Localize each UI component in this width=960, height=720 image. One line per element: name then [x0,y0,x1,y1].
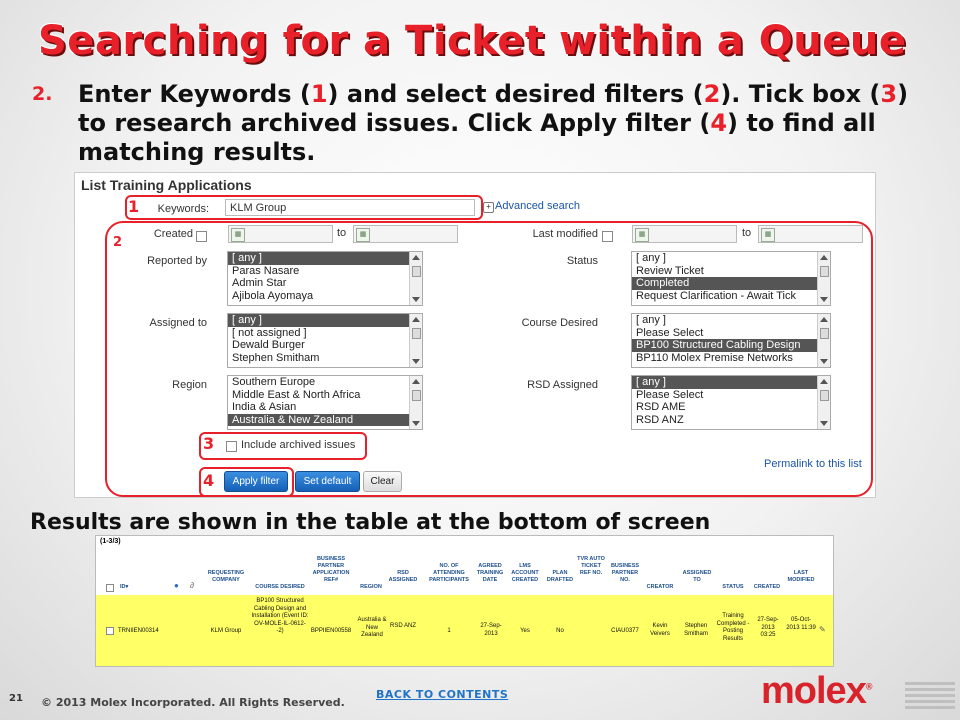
list-option[interactable]: Admin Star [232,277,287,289]
scroll-down-icon[interactable] [412,359,420,364]
select-all-checkbox[interactable] [106,584,114,592]
comment-icon: ● [174,581,179,590]
molex-logo [761,670,872,713]
scroll-thumb[interactable] [820,328,829,339]
list-option[interactable]: Please Select [636,326,704,339]
reported-by-list[interactable] [227,251,423,306]
instruction-marker: 4 [710,109,728,137]
list-option[interactable]: Ajibola Ayomaya [232,289,314,302]
attachment-icon: ∂ [190,581,194,590]
apply-filter-button[interactable]: Apply filter [224,471,288,492]
assigned-to-label: Assigned to [149,317,207,329]
list-option[interactable]: Southern Europe [232,376,316,388]
cell-creator: Kevin Veivers [650,623,670,637]
back-to-contents-link[interactable]: BACK TO CONTENTS [376,688,509,701]
scroll-down-icon[interactable] [820,297,828,302]
col-header[interactable]: ASSIGNED TO [682,570,712,583]
cell-region: Australia & New Zealand [357,617,387,638]
scroll-up-icon[interactable] [820,379,828,384]
clear-button[interactable]: Clear [363,471,402,492]
scroll-down-icon[interactable] [820,359,828,364]
include-archived-checkbox[interactable] [226,441,237,452]
col-header[interactable]: LMS ACCOUNT CREATED [511,563,539,583]
scrollbar[interactable] [409,314,422,367]
scroll-down-icon[interactable] [820,421,828,426]
instruction-part: Enter Keywords ( [78,80,311,108]
copyright-text: © 2013 Molex Incorporated. All Rights Reserved. [41,696,345,709]
col-header[interactable]: BUSINESS PARTNER NO. [610,563,640,583]
scroll-down-icon[interactable] [412,297,420,302]
list-option[interactable]: Middle East & North Africa [232,388,361,401]
modified-from-field[interactable] [632,225,737,243]
modified-to-field[interactable] [758,225,863,243]
created-checkbox[interactable] [196,231,207,242]
instruction-part: ). Tick box ( [720,80,881,108]
scrollbar[interactable] [817,252,830,305]
list-option[interactable]: Please Select [636,388,704,401]
col-header[interactable]: REGION [360,584,382,590]
instruction-marker: 2 [703,80,721,108]
rsd-assigned-list[interactable] [631,375,831,430]
cell-training-date: 27-Sep-2013 [480,623,502,637]
list-option[interactable]: Review Ticket [636,264,704,277]
list-option[interactable]: Australia & New Zealand [228,414,422,427]
instruction-part: ) to find all matching results. [78,109,876,166]
list-option[interactable]: BP110 Molex Premise Networks [636,351,793,364]
advanced-search-link[interactable]: Advanced search [495,200,580,212]
scrollbar[interactable] [409,376,422,429]
list-option[interactable]: [ any ] [632,376,830,389]
permalink-link[interactable]: Permalink to this list [764,458,862,470]
list-option[interactable]: [ any ] [636,252,666,264]
scrollbar[interactable] [817,376,830,429]
list-option[interactable]: [ any ] [228,314,422,327]
expand-icon: + [483,202,494,213]
calendar-icon[interactable]: ▦ [635,228,649,242]
results-table [95,535,834,667]
col-header[interactable]: PLAN DRAFTED [546,570,574,583]
cell-participants: 1 [447,628,451,634]
slide-title: Searching for a Ticket within a Queue [38,18,907,64]
marker-4: 4 [203,471,215,490]
instruction-marker: 1 [310,80,328,108]
scroll-up-icon[interactable] [412,255,420,260]
cell-status: Training Completed - Posting Results [716,613,750,642]
keywords-label: Keywords: [157,203,209,215]
include-archived-label: Include archived issues [241,439,356,451]
cell-bp-no: CIAU0377 [611,628,639,634]
list-option[interactable]: Request Clarification - Await Tick [636,289,796,302]
col-header[interactable]: STATUS [722,584,744,590]
scroll-up-icon[interactable] [412,379,420,384]
col-header[interactable]: RSD ASSIGNED [388,570,418,583]
registered-mark: ® [865,681,873,692]
created-to-label: to [337,227,347,239]
set-default-button[interactable]: Set default [295,471,360,492]
scrollbar[interactable] [409,252,422,305]
cell-id[interactable]: TRNIIEN00314 [118,628,159,634]
list-option[interactable]: India & Asian [232,401,297,413]
search-form-panel [74,172,876,498]
list-option[interactable]: RSD ANZ [636,413,684,426]
col-header[interactable]: BUSINESS PARTNER APPLICATION REF# [312,556,350,583]
result-count: (1-3/3) [100,538,121,545]
instruction-part: ) and select desired filters ( [327,80,704,108]
created-label: Created [153,228,193,240]
modified-to-label: to [742,227,752,239]
scroll-up-icon[interactable] [820,317,828,322]
col-header[interactable]: NO. OF ATTENDING PARTICIPANTS [429,563,469,583]
list-option[interactable]: [ not assigned ] [232,326,307,339]
list-option[interactable]: Stephen Smitham [232,351,320,364]
last-modified-checkbox[interactable] [602,231,613,242]
reported-by-label: Reported by [147,255,207,267]
cell-plan: No [556,628,564,634]
scroll-down-icon[interactable] [412,421,420,426]
list-option[interactable]: BP100 Structured Cabling Design [632,339,830,352]
scrollbar[interactable] [817,314,830,367]
col-header[interactable]: LAST MODIFIED [787,570,815,583]
calendar-icon[interactable]: ▦ [761,228,775,242]
col-header[interactable]: CREATOR [646,584,674,590]
cell-bp-ref: BPPIIEN00558 [310,628,352,634]
cell-created: 27-Sep-2013 03:25 [757,617,779,638]
results-caption: Results are shown in the table at the bottom of screen [30,510,711,535]
list-option[interactable]: [ any ] [228,252,422,265]
edit-pencil-icon[interactable]: ✎ [819,625,826,634]
cell-rsd: RSD ANZ [390,623,417,629]
col-header[interactable]: TVR AUTO TICKET REF NO. [577,556,605,576]
created-from-field[interactable] [228,225,333,243]
col-header[interactable]: AGREED TRAINING DATE [476,563,504,583]
step-number: 2. [32,83,53,105]
row-checkbox[interactable] [106,627,114,635]
scroll-thumb[interactable] [412,328,421,339]
marker-1: 1 [128,197,140,216]
last-modified-label: Last modified [532,228,598,240]
form-heading: List Training Applications [81,177,252,193]
decorative-stripes [905,682,955,714]
list-option[interactable]: [ any ] [636,314,666,326]
region-list[interactable] [227,375,423,430]
cell-assigned-to: Stephen Smitham [684,623,708,637]
status-label: Status [566,255,598,267]
table-row[interactable] [96,595,833,666]
cell-lms: Yes [520,628,530,634]
created-to-field[interactable] [353,225,458,243]
instruction-text [32,80,947,167]
page-number: 21 [9,693,23,704]
region-label: Region [172,379,207,391]
marker-2: 2 [113,235,123,250]
status-list[interactable] [631,251,831,306]
cell-last-modified: 05-Oct-2013 11:39 [786,617,816,631]
calendar-icon[interactable]: ▦ [356,228,370,242]
assigned-to-list[interactable] [227,313,423,368]
list-option[interactable]: Completed [632,277,830,290]
col-header[interactable]: CREATED [753,584,781,590]
calendar-icon[interactable]: ▦ [231,228,245,242]
rsd-assigned-label: RSD Assigned [527,379,598,391]
scroll-thumb[interactable] [412,266,421,277]
col-header[interactable]: ID▾ [120,584,129,590]
marker-3: 3 [203,434,215,453]
instruction-part: ) to research archived issues. Click Apply filter ( [78,80,909,137]
col-header[interactable]: REQUESTING COMPANY [207,570,245,583]
scroll-up-icon[interactable] [412,317,420,322]
scroll-thumb[interactable] [820,266,829,277]
course-desired-list[interactable] [631,313,831,368]
list-option[interactable]: RSD AME [636,401,686,413]
instruction-marker: 3 [880,80,898,108]
scroll-thumb[interactable] [412,390,421,401]
course-desired-label: Course Desired [521,317,598,329]
scroll-thumb[interactable] [820,390,829,401]
logo-text: molex [761,670,866,712]
col-header[interactable]: COURSE DESIRED [255,584,305,590]
scroll-up-icon[interactable] [820,255,828,260]
list-option[interactable]: Paras Nasare [232,264,300,277]
keywords-input[interactable]: KLM Group [225,199,475,216]
list-option[interactable]: Dewald Burger [232,339,305,351]
cell-company: KLM Group [210,628,242,634]
cell-course: BP100 Structured Cabling Design and Installation (Event ID: OV-MOLE-IL-0612--2) [251,598,309,634]
